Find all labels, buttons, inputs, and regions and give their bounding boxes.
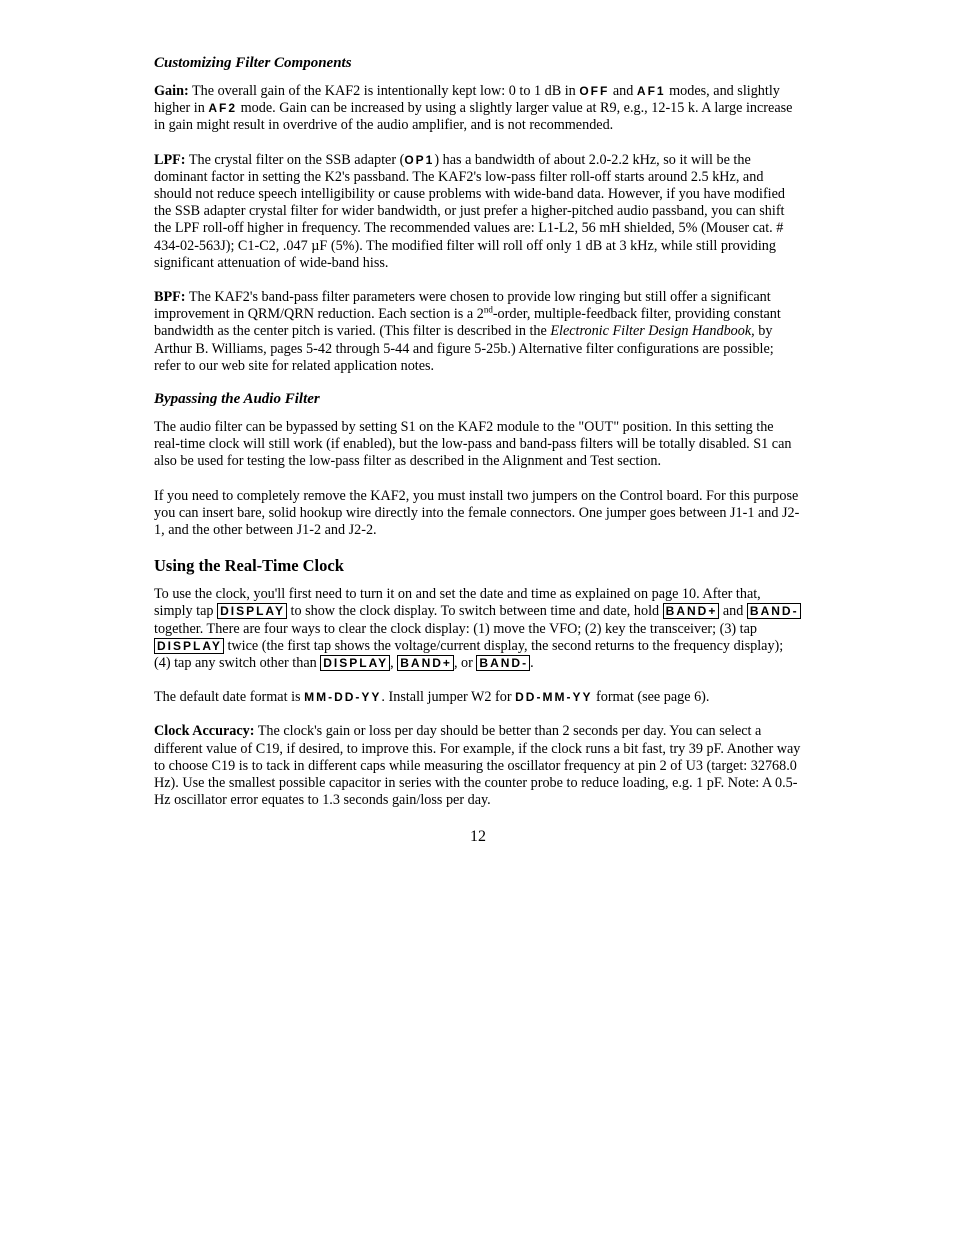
bpf-paragraph: BPF: The KAF2's band-pass filter parameters were chosen to provide low ringing but still offer a significant improvement in QRM/QRN reduction. Each section is a 2nd-order, multiple-feedback filter, providing constant bandwidth as the center pitch is varied. (This filter is described in the Electronic Filter Design Handbook, by Arthur B. Williams, pages 5-42 through 5-44 and figure 5-25b.) Alternative filter configurations are possible; refer to our web site for related application notes. [154, 289, 781, 374]
display-key: DISPLAY [154, 638, 224, 654]
bpf-label: BPF: [154, 289, 186, 306]
keyword-af1: AF1 [636, 84, 666, 98]
bypass-paragraph-2: If you need to completely remove the KAF2, you must install two jumpers on the Control board. For this purpose you can insert bare, solid hookup wire directly into the female connectors. One jumper goes between J1-1 and J2-1, and the other between J1-2 and J2-2. [154, 487, 800, 539]
bypassing-heading: Bypassing the Audio Filter [154, 391, 320, 408]
display-key: DISPLAY [217, 603, 287, 619]
clock-accuracy-label: Clock Accuracy: [154, 723, 255, 740]
keyword-af2: AF2 [208, 101, 238, 116]
display-key: DISPLAY [320, 655, 390, 671]
band-plus-key: BAND+ [397, 655, 454, 671]
clock-paragraph-1: To use the clock, you'll first need to turn it on and set the date and time as explained on page 10. After that, simply tap DISPLAY to show the clock display. To switch between time and date, hold BAND+ and BAND- together. There are four ways to clear the clock display: (1) move the VFO; (2) key the transceiver; (3) tap DISPLAY twice (the first tap shows the voltage/current display, the second returns to the frequency display); (4) tap any switch other than DISPLAY , BAND+ , or BAND- . [154, 586, 799, 672]
keyword-op1: OP1 [404, 152, 435, 167]
page-number: 12 [470, 827, 486, 845]
manual-page [154, 52, 802, 845]
clock-accuracy-paragraph: Clock Accuracy: The clock's gain or loss per day should be better than 2 seconds per day. You can select a different value of C19, if desired, to improve this. For example, if the clock runs a bit fast, try 39 pF. Another way to choose C19 is to tack in different caps while measuring the oscillator frequency at pin 2 of U3 (target: 32768.0 Hz). Use the smallest possible capacitor in series with the counter probe to reduce loading, e.g. 1 pF. Note: A 0.5-Hz oscillator error equates to 1.3 seconds gain/loss per day. [154, 723, 801, 809]
gain-paragraph: Gain: The overall gain of the KAF2 is intentionally kept low: 0 to 1 dB in OFF and AF1 modes, and slightly higher in AF2 mode. Gain can be increased by using a slightly larger value at R9, e.g., 12-15 k. A large increase in gain might result in overdrive of the audio amplifier, and is not recommended. [154, 83, 793, 134]
date-format-mmddyy: MM-DD-YY [304, 690, 382, 705]
band-minus-key: BAND- [476, 655, 530, 671]
bypass-paragraph-1: The audio filter can be bypassed by setting S1 on the KAF2 module to the "OUT" position. In this setting the real-time clock will still work (if enabled), but the low-pass and band-pass filters will be totally disabled. S1 can also be used for testing the low-pass filter as described in the Alignment and Test section. [154, 419, 792, 470]
band-plus-key: BAND+ [663, 603, 720, 619]
lpf-label: LPF: [154, 151, 186, 168]
lpf-paragraph: LPF: The crystal filter on the SSB adapter (OP1) has a bandwidth of about 2.0-2.2 kHz, so it will be the dominant factor in setting the K2's passband. The KAF2's low-pass filter roll-off starts around 2.5 kHz, and should not reduce speech intelligibility or cause problems with wide-band data. However, if you have modified the SSB adapter crystal filter for wider bandwidth, or just prefer a higher-pitched audio passband, you can shift the LPF roll-off higher in frequency. The recommended values are: L1-L2, 56 mH shielded, 5% (Mouser cat. # 434-02-563J); C1-C2, .047 µF (5%). The modified filter will roll off only 1 dB at 3 kHz, while still providing significant attenuation of wide-band hiss. [154, 151, 785, 271]
date-format-ddmmyy: DD-MM-YY [515, 690, 593, 705]
keyword-off: OFF [579, 84, 610, 98]
customizing-heading: Customizing Filter Components [154, 55, 352, 71]
book-title: Electronic Filter Design Handbook, [550, 323, 755, 340]
gain-label: Gain: [154, 83, 189, 99]
date-format-paragraph: The default date format is MM-DD-YY. Install jumper W2 for DD-MM-YY format (see page 6). [154, 689, 710, 706]
band-minus-key: BAND- [747, 603, 801, 619]
clock-heading: Using the Real-Time Clock [154, 556, 344, 576]
